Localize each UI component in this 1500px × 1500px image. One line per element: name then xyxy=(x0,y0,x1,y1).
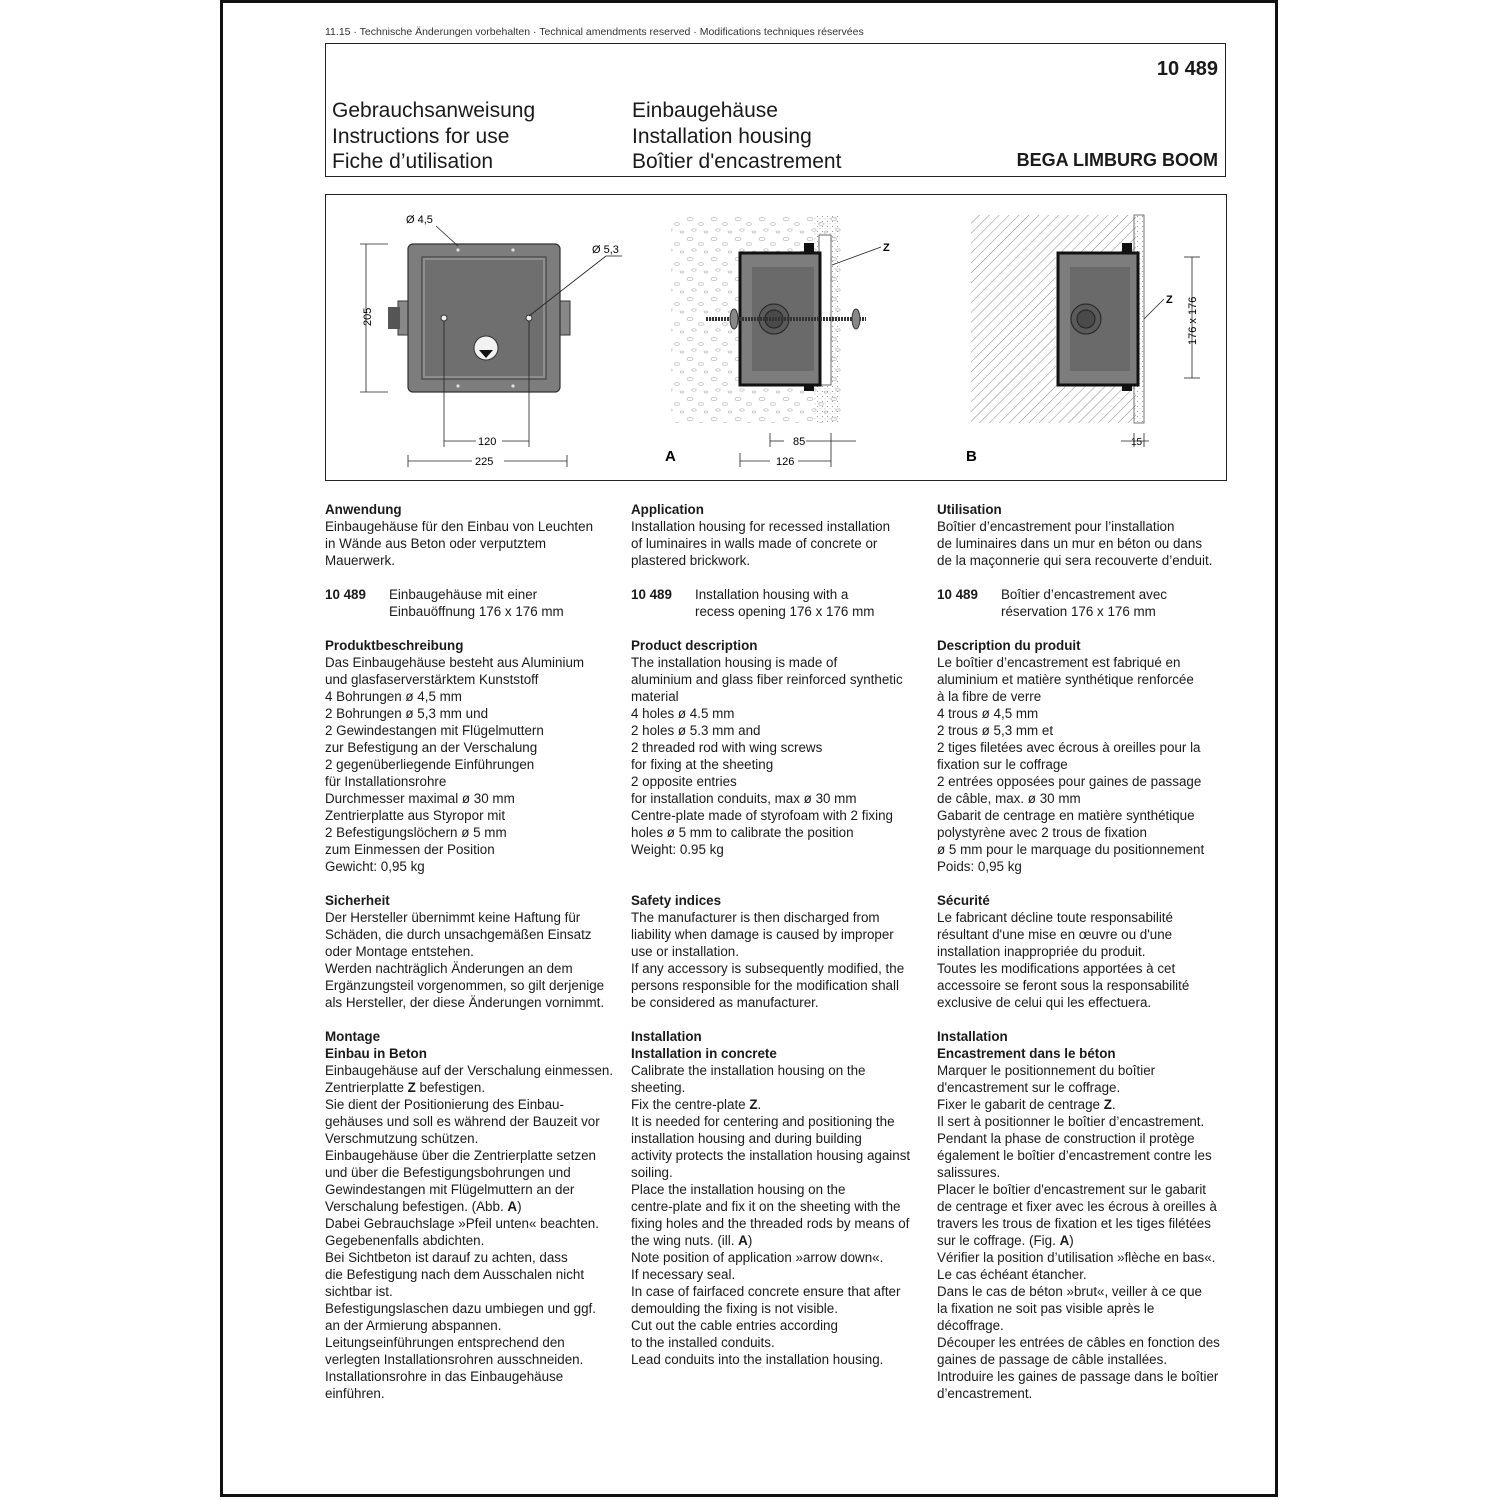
article-line: Installation housing with a xyxy=(695,587,849,602)
section-a-concrete xyxy=(671,215,866,423)
installation-line: Verschalung befestigen. (Abb. A) xyxy=(325,1199,522,1214)
application-line: Einbaugehäuse für den Einbau von Leuchten xyxy=(325,519,594,534)
description-line: 2 Gewindestangen mit Flügelmuttern xyxy=(325,723,544,738)
description-line: 2 gegenüberliegende Einführungen xyxy=(325,757,535,772)
description-line: for installation conduits, max ø 30 mm xyxy=(631,791,857,806)
installation-line: soiling. xyxy=(631,1165,673,1180)
installation-line: In case of fairfaced concrete ensure that after xyxy=(631,1284,901,1299)
label-z-a: Z xyxy=(883,242,890,254)
safety-line: installation inappropriée du produit. xyxy=(937,944,1146,959)
description-line: 4 trous ø 4,5 mm xyxy=(937,706,1039,721)
application-line: plastered brickwork. xyxy=(631,553,751,568)
description-line: holes ø 5 mm to calibrate the position xyxy=(631,825,854,840)
installation-line: If necessary seal. xyxy=(631,1267,736,1282)
installation-line: centre-plate and fix it on the sheeting with the xyxy=(631,1199,901,1214)
drawing-canvas xyxy=(326,195,1228,482)
column-de xyxy=(325,501,625,1419)
article-row xyxy=(937,586,1237,620)
installation-line: salissures. xyxy=(937,1165,1001,1180)
description-line: und glasfaserverstärktem Kunststoff xyxy=(325,672,539,687)
safety-heading: Sicherheit xyxy=(325,893,390,908)
safety-line: Schäden, die durch unsachgemäßen Einsatz xyxy=(325,927,592,942)
label-a: A xyxy=(665,448,676,465)
description-line: 2 entrées opposées pour gaines de passage xyxy=(937,774,1202,789)
installation-line: la fixation ne soit pas visible après le xyxy=(937,1301,1155,1316)
installation-line: Dabei Gebrauchslage »Pfeil unten« beachten. xyxy=(325,1216,599,1231)
application-section xyxy=(325,501,625,569)
description-line: aluminium and glass fiber reinforced synthetic xyxy=(631,672,903,687)
application-heading: Anwendung xyxy=(325,502,402,517)
application-line: in Wände aus Beton oder verputztem xyxy=(325,536,547,551)
installation-line: Le cas échéant étancher. xyxy=(937,1267,1087,1282)
article-line: réservation 176 x 176 mm xyxy=(1001,604,1156,619)
installation-line: Zentrierplatte Z befestigen. xyxy=(325,1080,486,1095)
description-line: für Installationsrohre xyxy=(325,774,447,789)
installation-line: gehäuses und soll es während der Bauzeit vor xyxy=(325,1114,600,1129)
installation-section xyxy=(325,1028,625,1402)
article-number: 10 489 xyxy=(325,587,366,602)
safety-line: The manufacturer is then discharged from xyxy=(631,910,880,925)
article-description xyxy=(1001,586,1167,620)
description-line: Weight: 0.95 kg xyxy=(631,842,724,857)
installation-heading: Installation xyxy=(937,1029,1008,1044)
installation-line: Installationsrohre in das Einbaugehäuse xyxy=(325,1369,564,1384)
article-row xyxy=(631,586,931,620)
description-line: 2 tiges filetées avec écrous à oreilles pour la xyxy=(937,740,1201,755)
installation-line: Einbaugehäuse über die Zentrierplatte setzen xyxy=(325,1148,596,1163)
article-row xyxy=(325,586,625,620)
installation-line: Befestigungslaschen dazu umbiegen und ggf. xyxy=(325,1301,596,1316)
description-line: à la fibre de verre xyxy=(937,689,1042,704)
description-line: 4 Bohrungen ø 4,5 mm xyxy=(325,689,462,704)
installation-line: également le boîtier d’encastrement contre les xyxy=(937,1148,1212,1163)
label-b: B xyxy=(966,448,977,465)
installation-section xyxy=(631,1028,931,1368)
installation-line: Verschmutzung schützen. xyxy=(325,1131,479,1146)
dim-outer-width: 225 xyxy=(475,456,494,468)
section-b-brickwork xyxy=(971,215,1144,423)
article-line: recess opening 176 x 176 mm xyxy=(695,604,875,619)
dim-126: 126 xyxy=(776,456,795,468)
installation-line: gaines de passage de câble installées. xyxy=(937,1352,1168,1367)
installation-line: Fix the centre-plate Z. xyxy=(631,1097,762,1112)
installation-line: Sie dient der Positionierung des Einbau- xyxy=(325,1097,564,1112)
installation-section xyxy=(937,1028,1237,1402)
installation-line: the wing nuts. (ill. A) xyxy=(631,1233,753,1248)
installation-line: Cut out the cable entries according xyxy=(631,1318,838,1333)
installation-heading: Montage xyxy=(325,1029,381,1044)
installation-line: Pendant la phase de construction il protège xyxy=(937,1131,1195,1146)
description-line: 2 Befestigungslöchern ø 5 mm xyxy=(325,825,507,840)
application-line: Boîtier d’encastrement pour l’installation xyxy=(937,519,1175,534)
description-line: Zentrierplatte aus Styropor mit xyxy=(325,808,506,823)
title-en: Instructions for use xyxy=(332,124,510,148)
installation-line: travers les trous de fixation et les tiges filétées xyxy=(937,1216,1211,1231)
installation-line: Place the installation housing on the xyxy=(631,1182,846,1197)
installation-line: fixing holes and the threaded rods by means of xyxy=(631,1216,910,1231)
safety-section xyxy=(631,892,931,1011)
installation-line: Calibrate the installation housing on the xyxy=(631,1063,866,1078)
description-heading: Description du produit xyxy=(937,638,1081,653)
description-line: material xyxy=(631,689,679,704)
safety-line: accessoire se feront sous la responsabilité xyxy=(937,978,1190,993)
installation-line: de centrage et fixer avec les écrous à oreilles à xyxy=(937,1199,1217,1214)
installation-subheading: Einbau in Beton xyxy=(325,1046,427,1061)
dim-85: 85 xyxy=(793,436,806,448)
product-title-de: Einbaugehäuse xyxy=(632,99,778,122)
installation-line: Il sert à positionner le boîtier d’encastrement. xyxy=(937,1114,1205,1129)
description-heading: Produktbeschreibung xyxy=(325,638,464,653)
installation-line: sichtbar ist. xyxy=(325,1284,393,1299)
installation-subheading: Installation in concrete xyxy=(631,1046,777,1061)
safety-line: exclusive de celui qui les effectuera. xyxy=(937,995,1152,1010)
bold-ref: Z xyxy=(407,1080,416,1095)
safety-section xyxy=(325,892,625,1011)
safety-line: persons responsible for the modification shall xyxy=(631,978,899,993)
installation-line: Leitungseinführungen entsprechend den xyxy=(325,1335,565,1350)
description-line: 2 holes ø 5.3 mm and xyxy=(631,723,761,738)
installation-line: d'encastrement sur le coffrage. xyxy=(937,1080,1121,1095)
installation-line: die Befestigung nach dem Ausschalen nicht xyxy=(325,1267,585,1282)
bold-ref: A xyxy=(738,1233,748,1248)
installation-heading: Installation xyxy=(631,1029,702,1044)
safety-line: oder Montage entstehen. xyxy=(325,944,474,959)
bold-ref: Z xyxy=(749,1097,758,1112)
doc-type-titles xyxy=(332,98,535,175)
safety-line: If any accessory is subsequently modified, the xyxy=(631,961,905,976)
safety-line: be considered as manufacturer. xyxy=(631,995,819,1010)
safety-line: als Hersteller, der diese Änderungen vornimmt. xyxy=(325,995,605,1010)
installation-line: décoffrage. xyxy=(937,1318,1004,1333)
description-line: Le boîtier d’encastrement est fabriqué en xyxy=(937,655,1181,670)
article-line: Boîtier d’encastrement avec xyxy=(1001,587,1167,602)
bold-ref: A xyxy=(507,1199,518,1214)
installation-line: Bei Sichtbeton ist darauf zu achten, dass xyxy=(325,1250,568,1265)
description-line: 2 Bohrungen ø 5,3 mm und xyxy=(325,706,489,721)
description-line: for fixing at the sheeting xyxy=(631,757,774,772)
description-line: aluminium et matière synthétique renforcée xyxy=(937,672,1194,687)
description-line xyxy=(631,858,931,875)
installation-line: installation housing and during building xyxy=(631,1131,862,1146)
technical-drawings xyxy=(325,194,1227,481)
application-line: Installation housing for recessed installation xyxy=(631,519,891,534)
installation-line: Gewindestangen mit Flügelmuttern an der xyxy=(325,1182,575,1197)
installation-line: sur le coffrage. (Fig. A) xyxy=(937,1233,1074,1248)
description-line: 4 holes ø 4.5 mm xyxy=(631,706,735,721)
installation-line: Vérifier la position d’utilisation »flèche en bas«. xyxy=(937,1250,1216,1265)
dim-hole-large: Ø 5,3 xyxy=(592,244,619,256)
description-line: Centre-plate made of styrofoam with 2 fixing xyxy=(631,808,893,823)
dim-15: 15 xyxy=(1131,437,1143,448)
safety-line: Der Hersteller übernimmt keine Haftung für xyxy=(325,910,581,925)
installation-subheading: Encastrement dans le béton xyxy=(937,1046,1116,1061)
safety-line: Ergänzungsteil vorgenommen, so gilt derjenige xyxy=(325,978,605,993)
article-description xyxy=(389,586,564,620)
installation-line: Einbaugehäuse auf der Verschalung einmessen. xyxy=(325,1063,614,1078)
description-line: Gabarit de centrage en matière synthétique xyxy=(937,808,1195,823)
application-line: de luminaires dans un mur en béton ou dans xyxy=(937,536,1203,551)
application-line: of luminaires in walls made of concrete or xyxy=(631,536,878,551)
installation-line: Lead conduits into the installation housing. xyxy=(631,1352,884,1367)
description-line: 2 opposite entries xyxy=(631,774,737,789)
title-fr: Fiche d’utilisation xyxy=(332,150,494,173)
description-section xyxy=(631,637,931,875)
installation-line: activity protects the installation housing against xyxy=(631,1148,911,1163)
description-line: Das Einbaugehäuse besteht aus Aluminium xyxy=(325,655,585,670)
title-de: Gebrauchsanweisung xyxy=(332,99,536,122)
document-number: 10 489 xyxy=(1156,58,1218,80)
article-number: 10 489 xyxy=(937,587,978,602)
installation-line: und über die Befestigungsbohrungen und xyxy=(325,1165,571,1180)
description-line: Gewicht: 0,95 kg xyxy=(325,859,425,874)
installation-line: Introduire les gaines de passage dans le boîtier xyxy=(937,1369,1219,1384)
installation-line: einführen. xyxy=(325,1386,385,1401)
installation-line: Dans le cas de béton »brut«, veiller à ce que xyxy=(937,1284,1203,1299)
description-line: zur Befestigung an der Verschalung xyxy=(325,740,538,755)
label-z-b: Z xyxy=(1166,294,1173,306)
brand-name: BEGA LIMBURG BOOM xyxy=(1016,150,1218,170)
installation-line: verlegten Installationsrohren ausschneiden. xyxy=(325,1352,584,1367)
product-title-en: Installation housing xyxy=(632,124,812,148)
description-line: 2 trous ø 5,3 mm et xyxy=(937,723,1054,738)
revision-note: 11.15 · Technische Änderungen vorbehalten · Technical amendments reserved · Modifications techniques réservées xyxy=(325,26,864,38)
dim-opening: 176 x 176 xyxy=(1187,296,1199,345)
installation-line: d’encastrement. xyxy=(937,1386,1033,1401)
column-en xyxy=(631,501,931,1385)
installation-line: to the installed conduits. xyxy=(631,1335,775,1350)
description-line: zum Einmessen der Position xyxy=(325,842,495,857)
description-line: Poids: 0,95 kg xyxy=(937,859,1022,874)
safety-line: résultant d'une mise en œuvre ou d'une xyxy=(937,927,1173,942)
installation-line: sheeting. xyxy=(631,1080,686,1095)
description-line: fixation sur le coffrage xyxy=(937,757,1068,772)
installation-line: Découper les entrées de câbles en fonction des xyxy=(937,1335,1220,1350)
description-section xyxy=(325,637,625,875)
safety-heading: Safety indices xyxy=(631,893,722,908)
safety-line: Toutes les modifications apportées à cet xyxy=(937,961,1176,976)
installation-line: Marquer le positionnement du boîtier xyxy=(937,1063,1156,1078)
installation-line: Placer le boîtier d'encastrement sur le gabarit xyxy=(937,1182,1207,1197)
description-line: 2 threaded rod with wing screws xyxy=(631,740,823,755)
application-heading: Application xyxy=(631,502,704,517)
safety-line: liability when damage is caused by improper xyxy=(631,927,894,942)
description-line: The installation housing is made of xyxy=(631,655,838,670)
housing-front-view xyxy=(388,244,570,392)
safety-section xyxy=(937,892,1237,1011)
dim-hole-small: Ø 4,5 xyxy=(406,214,433,226)
application-line: Mauerwerk. xyxy=(325,553,395,568)
document-header xyxy=(325,43,1226,177)
application-line: de la maçonnerie qui sera recouverte d’enduit. xyxy=(937,553,1213,568)
article-line: Einbaugehäuse mit einer xyxy=(389,587,538,602)
dim-height: 205 xyxy=(362,307,374,326)
safety-heading: Sécurité xyxy=(937,893,990,908)
description-line: polystyrène avec 2 trous de fixation xyxy=(937,825,1147,840)
article-line: Einbauöffnung 176 x 176 mm xyxy=(389,604,564,619)
application-section xyxy=(631,501,931,569)
installation-line: Note position of application »arrow down«. xyxy=(631,1250,884,1265)
product-title-fr: Boîtier d'encastrement xyxy=(632,150,842,173)
description-line: de câble, max. ø 30 mm xyxy=(937,791,1081,806)
description-line: Durchmesser maximal ø 30 mm xyxy=(325,791,515,806)
column-fr xyxy=(937,501,1237,1419)
installation-line: an der Armierung abspannen. xyxy=(325,1318,502,1333)
application-section xyxy=(937,501,1237,569)
dim-inner-width: 120 xyxy=(478,436,497,448)
description-heading: Product description xyxy=(631,638,758,653)
description-line: ø 5 mm pour le marquage du positionnement xyxy=(937,842,1205,857)
installation-line: Fixer le gabarit de centrage Z. xyxy=(937,1097,1116,1112)
article-number: 10 489 xyxy=(631,587,672,602)
description-section xyxy=(937,637,1237,875)
safety-line: Le fabricant décline toute responsabilité xyxy=(937,910,1173,925)
application-heading: Utilisation xyxy=(937,502,1002,517)
installation-line: Gegebenenfalls abdichten. xyxy=(325,1233,485,1248)
safety-line: Werden nachträglich Änderungen an dem xyxy=(325,961,573,976)
article-description xyxy=(695,586,874,620)
bold-ref: A xyxy=(1059,1233,1070,1248)
installation-line: demoulding the fixing is not visible. xyxy=(631,1301,838,1316)
installation-line: It is needed for centering and positioning the xyxy=(631,1114,895,1129)
product-titles xyxy=(632,98,841,175)
safety-line: use or installation. xyxy=(631,944,739,959)
bold-ref: Z xyxy=(1103,1097,1112,1112)
